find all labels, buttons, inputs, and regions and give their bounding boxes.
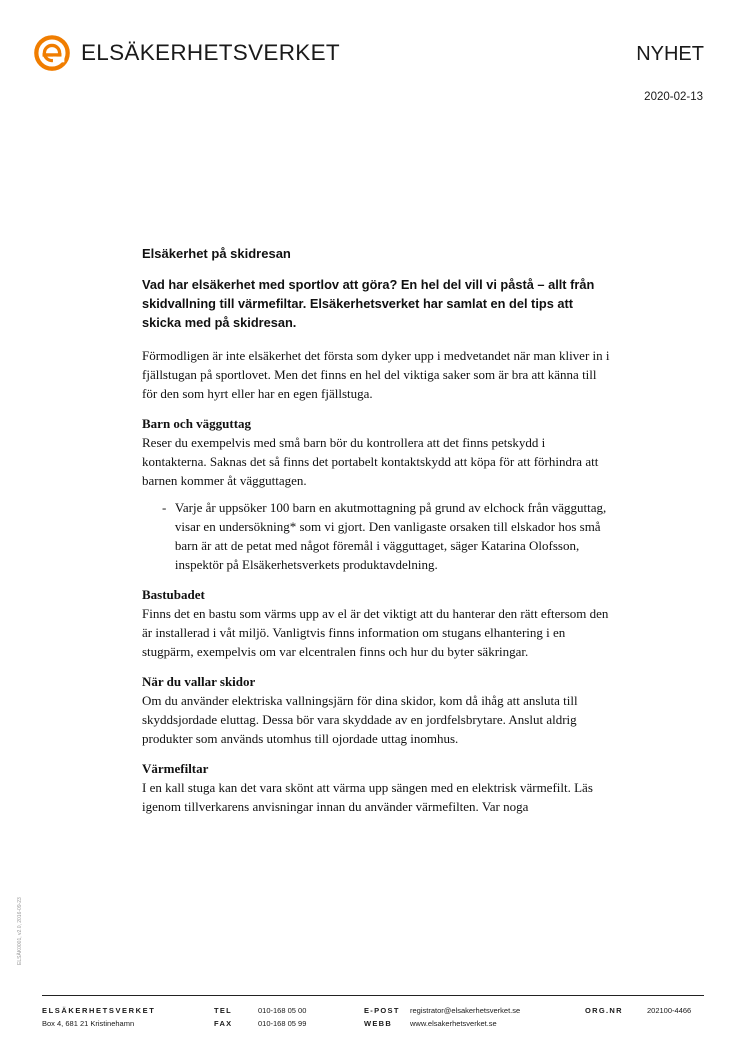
footer-address: Box 4, 681 21 Kristinehamn	[42, 1019, 135, 1028]
footer-org-column	[42, 1004, 155, 1030]
footer-orgnr-label	[585, 1004, 623, 1017]
section-varmefiltar	[142, 760, 612, 816]
footer-orgnr-label-text: ORG.NR	[585, 1006, 623, 1015]
section-heading: Barn och vägguttag	[142, 416, 252, 431]
footer-contact-labels	[364, 1004, 400, 1030]
section-heading: När du vallar skidor	[142, 674, 256, 689]
footer-email-label: E-POST	[364, 1006, 400, 1015]
footer-web-value[interactable]: www.elsakerhetsverket.se	[410, 1019, 497, 1028]
elsakerhetsverket-logo-icon	[33, 34, 71, 72]
logo-wordmark: ELSÄKERHETSVERKET	[81, 40, 340, 65]
section-body: Om du använder elektriska vallningsjärn för dina skidor, kom då ihåg att ansluta till skyddsjordade eluttag. Dessa bör vara skyddade av en jordfelsbrytare. Anslut aldrig produkter som används utomhus till ojordade uttag inomhus.	[142, 693, 578, 746]
list-text: Varje år uppsöker 100 barn en akutmottagning på grund av elchock från vägguttag, visar en undersökning* som vi gjort. Den vanligaste orsaken till elskador hos små barn är att de petat med något föremål i vägguttaget, säger Katarina Olofsson, inspektör på Elsäkerhetsverkets produktavdelning.	[174, 500, 607, 572]
section-body: Finns det en bastu som värms upp av el är det viktigt att du hanterar den rätt eftersom den är installerad i våt miljö. Vanligtvis finns information om stugans elhantering i en stugpärm, exempelvis om var elcentralen finns och hur du byter säkringar.	[142, 606, 609, 659]
article-content	[142, 246, 612, 828]
document-type: NYHET	[636, 43, 704, 65]
quote-list-item	[142, 498, 612, 574]
section-bastubadet	[142, 586, 612, 661]
footer-fax-value: 010-168 05 99	[258, 1019, 307, 1028]
document-template-code: ELSÄK0001, v2.0, 2016-09-23	[17, 897, 23, 965]
document-date: 2020-02-13	[644, 91, 703, 103]
list-dash: -	[162, 500, 167, 515]
footer-tel-label: TEL	[214, 1006, 233, 1015]
article-ingress: Vad har elsäkerhet med sportlov att göra? En hel del vill vi påstå – allt från skidvallning till värmefiltar. Elsäkerhetsverket har samlat en del tips att skicka med på skidresan.	[142, 277, 595, 330]
footer-phone-labels	[214, 1004, 233, 1030]
footer-divider	[42, 995, 704, 996]
section-nar-du-vallar-skidor	[142, 673, 612, 748]
article-title: Elsäkerhet på skidresan	[142, 246, 291, 261]
article-intro: Förmodligen är inte elsäkerhet det första som dyker upp i medvetandet när man kliver in i fjällstugan på sportlovet. Men det finns en hel del viktiga saker som är bra att känna till för den som hyrt eller har en egen fjällstuga.	[142, 348, 610, 401]
footer-fax-label: FAX	[214, 1019, 233, 1028]
header-logo	[33, 34, 340, 72]
footer-orgnr-value-text: 202100-4466	[647, 1006, 692, 1015]
section-body: I en kall stuga kan det vara skönt att värma upp sängen med en elektrisk värmefilt. Läs igenom tillverkarens anvisningar innan du använder värmefilten. Var noga	[142, 780, 593, 814]
footer-email-value[interactable]: registrator@elsakerhetsverket.se	[410, 1006, 521, 1015]
footer-web-label: WEBB	[364, 1019, 393, 1028]
footer-contact-values	[410, 1004, 520, 1030]
section-heading: Bastubadet	[142, 587, 205, 602]
section-heading: Värmefiltar	[142, 761, 209, 776]
footer-phone-values	[258, 1004, 306, 1030]
footer-orgnr-value	[647, 1004, 691, 1017]
section-barn-och-vagguttag	[142, 415, 612, 574]
footer-tel-value: 010-168 05 00	[258, 1006, 307, 1015]
footer-org-name: ELSÄKERHETSVERKET	[42, 1006, 156, 1015]
section-body: Reser du exempelvis med små barn bör du kontrollera att det finns petskydd i kontakterna. Saknas det så finns det portabelt kontaktskydd att köpa för att förhindra att barnen kommer åt vägguttagen.	[142, 435, 599, 488]
